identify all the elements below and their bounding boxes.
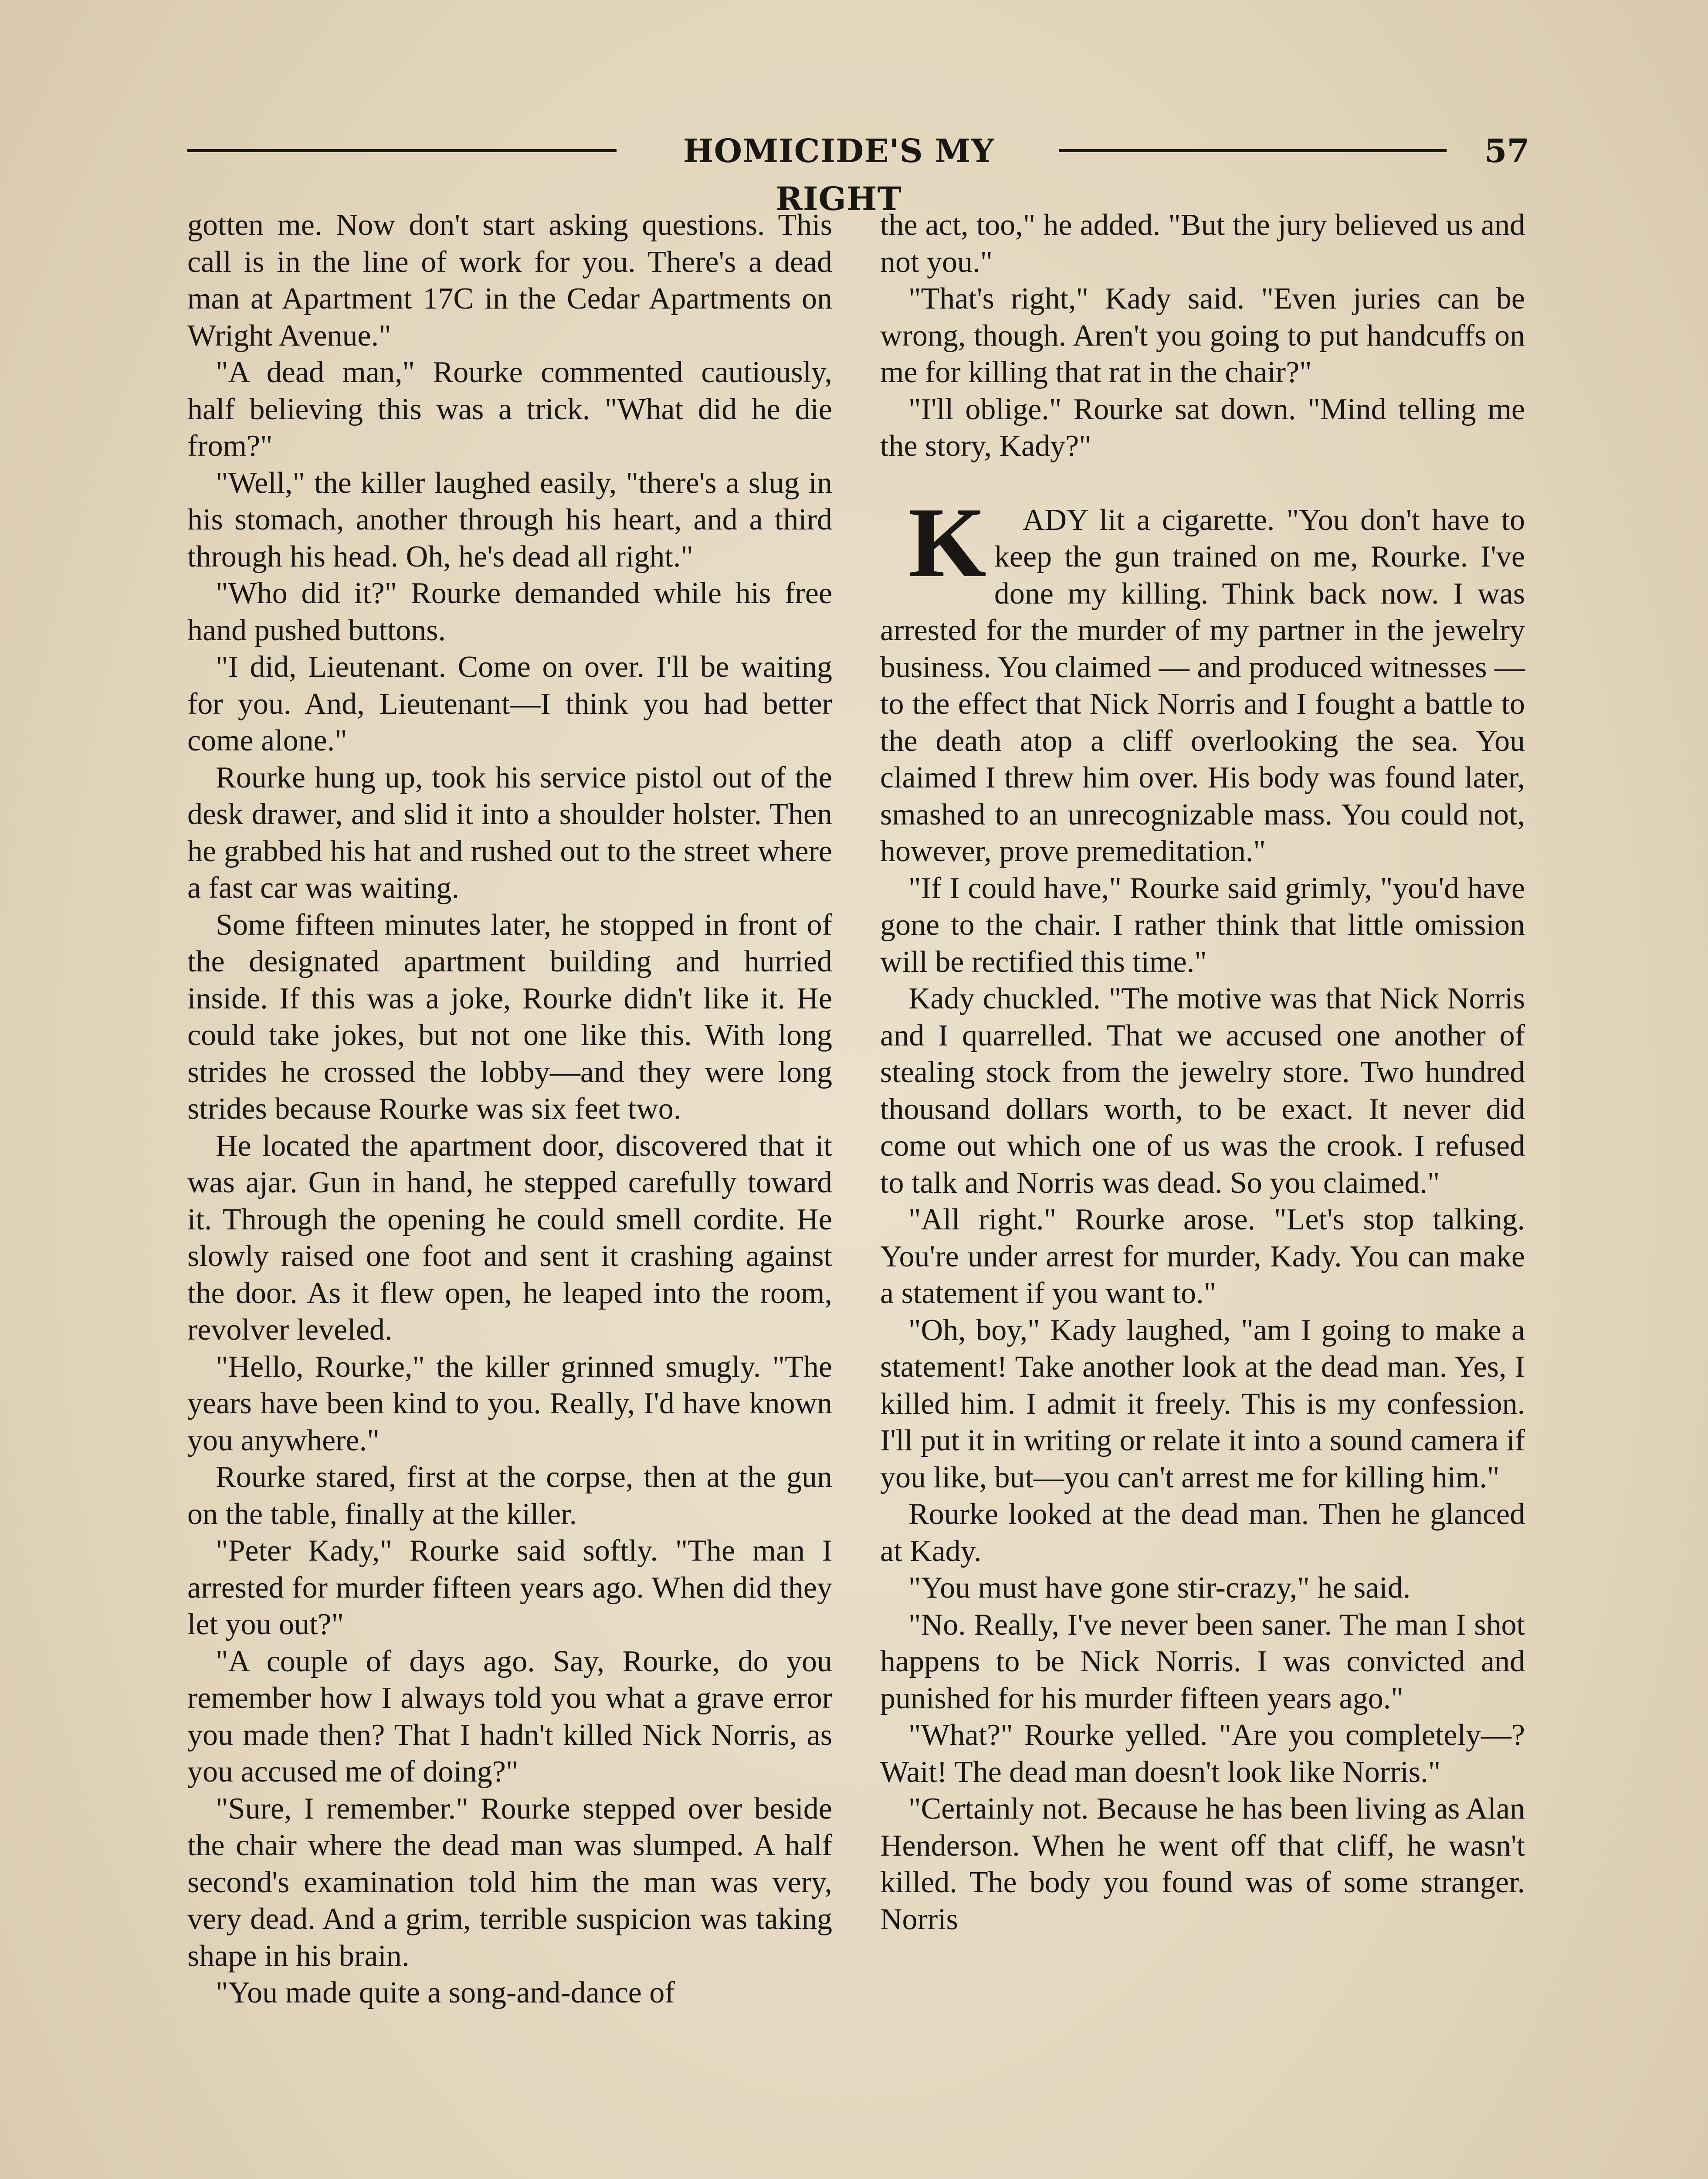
left-column [187, 207, 832, 2012]
paragraph: He located the apartment door, discovered that it was ajar. Gun in hand, he stepped carefully toward it. Through the opening he could smell cordite. He slowly raised one foot and sent it crashing against the door. As it flew open, he leaped into the room, revolver leveled. [187, 1129, 832, 1347]
paragraph: "Who did it?" Rourke demanded while his free hand pushed buttons. [187, 577, 832, 647]
paragraph: "A dead man," Rourke commented cautiously, half believing this was a trick. "What did he die from?" [187, 356, 832, 463]
paragraph: "You made quite a song-and-dance of [216, 1976, 675, 2009]
header-rule-right [1059, 149, 1447, 152]
paragraph: "What?" Rourke yelled. "Are you completely—? Wait! The dead man doesn't look like Norris." [880, 1718, 1525, 1789]
paragraph: gotten me. Now don't start asking questions. This call is in the line of work for you. There's a dead man at Apartment 17C in the Cedar Apartments on Wright Avenue." [187, 208, 832, 353]
paragraph: "I did, Lieutenant. Come on over. I'll be waiting for you. And, Lieutenant—I think you had better come alone." [187, 650, 832, 757]
right-column-top [880, 207, 1525, 465]
paragraph: Some fifteen minutes later, he stopped in front of the designated apartment building and hurried inside. If this was a joke, Rourke didn't like it. He could take jokes, but not one like this. With long strides he crossed the lobby—and they were long strides because Rourke was six feet two. [187, 908, 832, 1126]
paragraph: "Oh, boy," Kady laughed, "am I going to make a statement! Take another look at the dead man. Yes, I killed him. I admit it freely. This is my confession. I'll put it in writing or relate it into a sound camera if you like, but—you can't arrest me for killing him." [880, 1313, 1525, 1494]
right-column [880, 207, 1525, 1938]
paragraph: Rourke hung up, took his service pistol out of the desk drawer, and slid it into a shoulder holster. Then he grabbed his hat and rushed out to the street where a fast car was waiting. [187, 760, 832, 905]
drop-cap: K [908, 486, 986, 598]
right-column-rest [880, 870, 1525, 1938]
paragraph: "If I could have," Rourke said grimly, "you'd have gone to the chair. I rather think that little omission will be rectified this time." [880, 871, 1525, 979]
paragraph: "Certainly not. Because he has been living as Alan Henderson. When he went off that cliff, he wasn't killed. The body you found was of some stranger. Norris [880, 1792, 1525, 1936]
paragraph: "All right." Rourke arose. "Let's stop talking. You're under arrest for murder, Kady. You can make a statement if you want to." [880, 1203, 1525, 1310]
paragraph: "You must have gone stir-crazy," he said. [908, 1571, 1411, 1605]
paragraph: "Well," the killer laughed easily, "there's a slug in his stomach, another through his heart, and a third through his head. Oh, he's dead all right." [187, 466, 832, 574]
paragraph: Rourke stared, first at the corpse, then at the gun on the table, finally at the killer. [187, 1460, 832, 1531]
running-header [187, 127, 1529, 218]
paragraph: "No. Really, I've never been saner. The man I shot happens to be Nick Norris. I was convicted and punished for his murder fifteen years ago." [880, 1608, 1525, 1715]
paragraph: Kady chuckled. "The motive was that Nick Norris and I quarrelled. That we accused one another of stealing stock from the jewelry store. Two hundred thousand dollars worth, to be exact. It never did come out which one of us was the crook. I refused to talk and Norris was dead. So you claimed." [880, 982, 1525, 1200]
paragraph: "I'll oblige." Rourke sat down. "Mind telling me the story, Kady?" [880, 392, 1525, 463]
paragraph: the act, too," he added. "But the jury believed us and not you." [880, 208, 1525, 279]
paragraph: "Peter Kady," Rourke said softly. "The man I arrested for murder fifteen years ago. When did they let you out?" [187, 1534, 832, 1641]
drop-cap-text: ADY lit a cigarette. "You don't have to keep the gun trained on me, Rourke. I've done my killing. Think back now. I was arrested for the murder of my partner in the jewelry business. You claimed — and produced witnesses — to the effect that Nick Norris and I fought a battle to the death atop a cliff overlooking the sea. You claimed I threw him over. His body was found later, smashed to an unrecognizable mass. You could not, however, prove premeditation." [880, 503, 1525, 868]
paragraph: "Hello, Rourke," the killer grinned smugly. "The years have been kind to you. Really, I'd have known you anywhere." [187, 1350, 832, 1457]
paragraph: "Sure, I remember." Rourke stepped over beside the chair where the dead man was slumped. A half second's examination told him the man was very, very dead. And a grim, terrible suspicion was taking shape in his brain. [187, 1792, 832, 1973]
paragraph: Rourke looked at the dead man. Then he glanced at Kady. [880, 1497, 1525, 1568]
paragraph: "That's right," Kady said. "Even juries can be wrong, though. Aren't you going to put handcuffs on me for killing that rat in the chair?" [880, 282, 1525, 389]
story-title: HOMICIDE'S MY RIGHT [683, 132, 995, 218]
header-rule-left [187, 149, 617, 152]
page-number: 57 [1484, 132, 1529, 170]
paragraph: "A couple of days ago. Say, Rourke, do you remember how I always told you what a grave error you made then? That I hadn't killed Nick Norris, as you accused me of doing?" [187, 1644, 832, 1789]
drop-cap-paragraph [880, 486, 1525, 870]
